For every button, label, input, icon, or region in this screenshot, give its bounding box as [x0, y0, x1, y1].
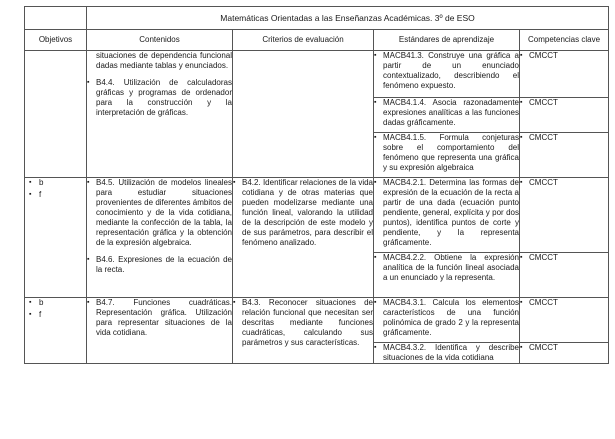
- objetivo-item: ▪ b: [29, 298, 86, 310]
- competencia-item: ▪ CMCCT: [520, 98, 608, 108]
- header-blank-cell: [25, 7, 87, 30]
- criterio-item: ▪ B4.3. Reconocer situaciones de relación funcional que necesitan ser descritas mediante funciones cuadráticas, calculando sus parámetros y sus características.: [233, 298, 373, 348]
- estandar-item: ▪ MACB41.3. Construye una gráfica a partir de un enunciado contextualizado, describiendo el fenómeno expuesto.: [374, 51, 519, 91]
- estandar-cell: [374, 298, 520, 343]
- estandar-item: ▪ MACB4.3.1. Calcula los elementos característicos de una función polinómica de grado 2 y la representa gráficamente.: [374, 298, 519, 338]
- table-row: [25, 298, 609, 343]
- curriculum-table: [24, 6, 609, 364]
- contenido-item: situaciones de dependencia funcional dadas mediante tablas y enunciados.: [96, 51, 232, 70]
- objetivos-cell: [25, 51, 87, 178]
- estandar-item: ▪ MACB4.1.5. Formula conjeturas sobre el comportamiento del fenómeno que representa una gráfica y su expresión algebraica: [374, 133, 519, 173]
- col-header-contenidos: Contenidos: [87, 30, 233, 51]
- col-header-criterios: Criterios de evaluación: [233, 30, 374, 51]
- competencia-cell: [520, 133, 609, 178]
- objetivo-item: ▪ f: [29, 190, 86, 202]
- contenidos-cell: [87, 298, 233, 364]
- estandar-item: ▪ MACB4.2.2. Obtiene la expresión analítica de la función lineal asociada a un enunciado y la representa.: [374, 253, 519, 283]
- contenido-item: ▪ B4.6. Expresiones de la ecuación de la recta.: [87, 255, 232, 275]
- competencia-cell: [520, 253, 609, 298]
- competencia-cell: [520, 51, 609, 98]
- col-header-estandares: Estándares de aprendizaje: [374, 30, 520, 51]
- estandar-item: ▪ MACB4.2.1. Determina las formas de expresión de la ecuación de la recta a partir de una dada (ecuación punto pendiente, general, explícita y por dos puntos), identifica puntos de corte y pendiente, y la representa gráficamente.: [374, 178, 519, 248]
- estandar-cell: [374, 253, 520, 298]
- competencia-item: ▪ CMCCT: [520, 178, 608, 188]
- table-row: [25, 178, 609, 253]
- competencia-cell: [520, 178, 609, 253]
- competencia-item: ▪ CMCCT: [520, 51, 608, 61]
- criterios-cell: [233, 298, 374, 364]
- competencia-cell: [520, 98, 609, 133]
- objetivo-item: ▪ f: [29, 310, 86, 322]
- estandar-cell: [374, 51, 520, 98]
- col-header-competencias: Competencias clave: [520, 30, 609, 51]
- contenidos-cell: [87, 178, 233, 298]
- competencia-cell: [520, 343, 609, 364]
- objetivos-cell: [25, 178, 87, 298]
- contenido-item: ▪ B4.5. Utilización de modelos lineales para estudiar situaciones provenientes de diferentes ámbitos de conocimiento y de la vida cotidiana, mediante la confección de la tabla, la representación gráfica y la obtención de la expresión algebraica.: [87, 178, 232, 248]
- criterios-cell: [233, 178, 374, 298]
- estandar-cell: [374, 133, 520, 178]
- estandar-cell: [374, 343, 520, 364]
- contenido-item: ▪ B4.7. Funciones cuadráticas. Representación gráfica. Utilización para representar situaciones de la vida cotidiana.: [87, 298, 232, 338]
- competencia-item: ▪ CMCCT: [520, 298, 608, 308]
- objetivo-item: ▪ b: [29, 178, 86, 190]
- criterios-cell: [233, 51, 374, 178]
- table-title: Matemáticas Orientadas a las Enseñanzas Académicas. 3º de ESO: [87, 7, 609, 30]
- contenidos-cell: [87, 51, 233, 178]
- estandar-cell: [374, 98, 520, 133]
- competencia-cell: [520, 298, 609, 343]
- competencia-item: ▪ CMCCT: [520, 133, 608, 143]
- table-row: [25, 51, 609, 98]
- estandar-item: ▪ MACB4.3.2. Identifica y describe situaciones de la vida cotidiana: [374, 343, 519, 363]
- criterio-item: ▪ B4.2. Identificar relaciones de la vida cotidiana y de otras materias que pueden modelizarse mediante una función lineal, valorando la utilidad de la descripción de este modelo y de sus parámetros, para describir el fenómeno analizado.: [233, 178, 373, 248]
- estandar-item: ▪ MACB4.1.4. Asocia razonadamente expresiones analíticas a las funciones dadas gráficamente.: [374, 98, 519, 128]
- contenido-item: ▪ B4.4. Utilización de calculadoras gráficas y programas de ordenador para la construcción y la interpretación de gráficas.: [87, 78, 232, 118]
- objetivos-cell: [25, 298, 87, 364]
- competencia-item: ▪ CMCCT: [520, 253, 608, 263]
- col-header-objetivos: Objetivos: [25, 30, 87, 51]
- competencia-item: ▪ CMCCT: [520, 343, 608, 353]
- estandar-cell: [374, 178, 520, 253]
